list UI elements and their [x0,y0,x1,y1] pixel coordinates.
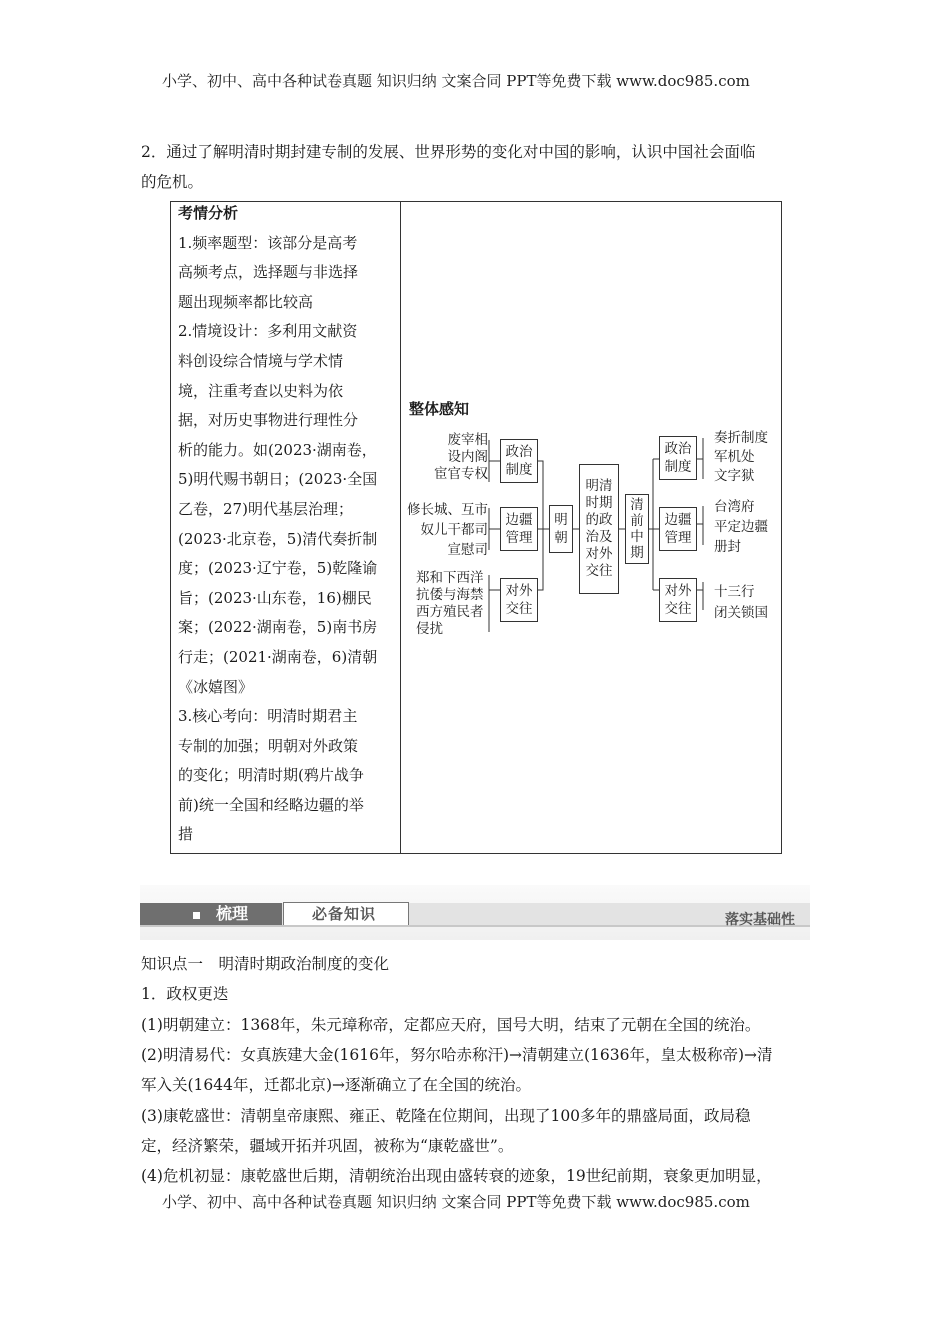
section-right-label: 落实基础性 [725,912,795,928]
left-line: 乙卷，27)明代基层治理； [178,499,353,518]
paragraph-2b: 军入关(1644年，迁都北京)→逐渐确立了在全国的统治。 [141,1076,532,1094]
intro-line-1: 2．通过了解明清时期封建专制的发展、世界形势的变化对中国的影响，认识中国社会面临 [141,143,756,161]
left-line: 行走；(2021·湖南卷，6)清朝 [178,647,378,666]
right-title: 整体感知 [409,400,470,418]
left-title: 考情分析 [178,204,239,222]
left-line: 5)明代赐书朝日；(2023·全国 [178,470,378,489]
left-line: 3.核心考向：明清时期君主 [178,707,358,726]
section-bar [140,885,810,940]
qing-foreign-box: 对外交往 [659,578,697,622]
paragraph-3a: (3)康乾盛世：清朝皇帝康熙、雍正、乾隆在位期间，出现了100多年的鼎盛局面，政局稳 [141,1107,751,1125]
ming-border-box: 边疆管理 [500,507,538,551]
page-footer: 小学、初中、高中各种试卷真题 知识归纳 文案合同 PPT等免费下载 www.doc985.com [162,1193,750,1211]
qing-border-items: 台湾府 平定边疆 册封 [714,499,768,555]
qing-border-box: 边疆管理 [659,507,697,551]
left-line: 度；(2023·辽宁卷，5)乾隆谕 [178,559,378,578]
paragraph-1: (1)明朝建立：1368年，朱元璋称帝，定都应天府，国号大明，结束了元朝在全国的统治。 [141,1016,761,1034]
ming-border-items: 修长城、互市 奴儿干都司 宣慰司 [407,502,488,558]
left-line: (2023·北京卷，5)清代奏折制 [178,529,378,548]
ming-politics-items: 废宰相 设内阁 宦官专权 [434,432,488,482]
left-line: 案；(2022·湖南卷，5)南书房 [178,618,378,637]
qing-foreign-items: 十三行 闭关锁国 [714,584,768,621]
page-header: 小学、初中、高中各种试卷真题 知识归纳 文案合同 PPT等免费下载 www.doc985.com [162,72,750,90]
section-tab-dark [140,903,282,925]
left-column [178,199,377,850]
left-line: 措 [178,825,194,844]
qing-politics-items: 奏折制度 军机处 文字狱 [714,430,768,484]
center-topic-box: 明清时期的政治及对外交往 [579,464,619,594]
ming-dynasty-box: 明朝 [549,505,573,553]
paragraph-4: (4)危机初显：康乾盛世后期，清朝统治出现由盛转衰的迹象，19世纪前期，衰象更加明显， [141,1167,772,1185]
left-line: 旨；(2023·山东卷，16)棚民 [178,588,372,607]
knowledge-point-title: 知识点一 明清时期政治制度的变化 [141,955,390,973]
left-line: 题出现频率都比较高 [178,292,314,311]
left-line: 高频考点，选择题与非选择 [178,263,359,282]
section-tab-2: 必备知识 [312,905,377,923]
left-line: 《冰嬉图》 [178,677,254,696]
paragraph-2a: (2)明清易代：女真族建大金(1616年，努尔哈赤称汗)→清朝建立(1636年，皇太极称帝)→清 [141,1046,773,1064]
left-line: 的变化；明清时期(鸦片战争 [178,766,364,785]
section-tab-1: 梳理 [216,904,249,923]
intro-line-2: 的危机。 [141,173,204,191]
square-bullet-icon [193,912,200,919]
left-line: 据，对历史事物进行理性分 [178,411,359,430]
left-line: 2.情境设计：多利用文献资 [178,322,358,341]
left-line: 1.频率题型：该部分是高考 [178,233,358,252]
left-line: 专制的加强；明朝对外政策 [178,736,359,755]
qing-politics-box: 政治制度 [659,436,697,480]
qing-dynasty-box: 清前中期 [625,494,649,564]
ming-foreign-box: 对外交往 [500,578,538,622]
left-line: 料创设综合情境与学术情 [178,351,344,370]
paragraph-3b: 定，经济繁荣，疆域开拓并巩固，被称为“康乾盛世”。 [141,1137,514,1155]
left-line: 前)统一全国和经略边疆的举 [178,795,364,814]
left-line: 析的能力。如(2023·湖南卷， [178,440,377,459]
sub-heading-1: 1．政权更迭 [141,985,229,1003]
ming-foreign-items: 郑和下西洋 抗倭与海禁 西方殖民者 侵扰 [416,570,484,637]
ming-politics-box: 政治制度 [500,439,538,483]
left-line: 境，注重考查以史料为依 [178,381,344,400]
